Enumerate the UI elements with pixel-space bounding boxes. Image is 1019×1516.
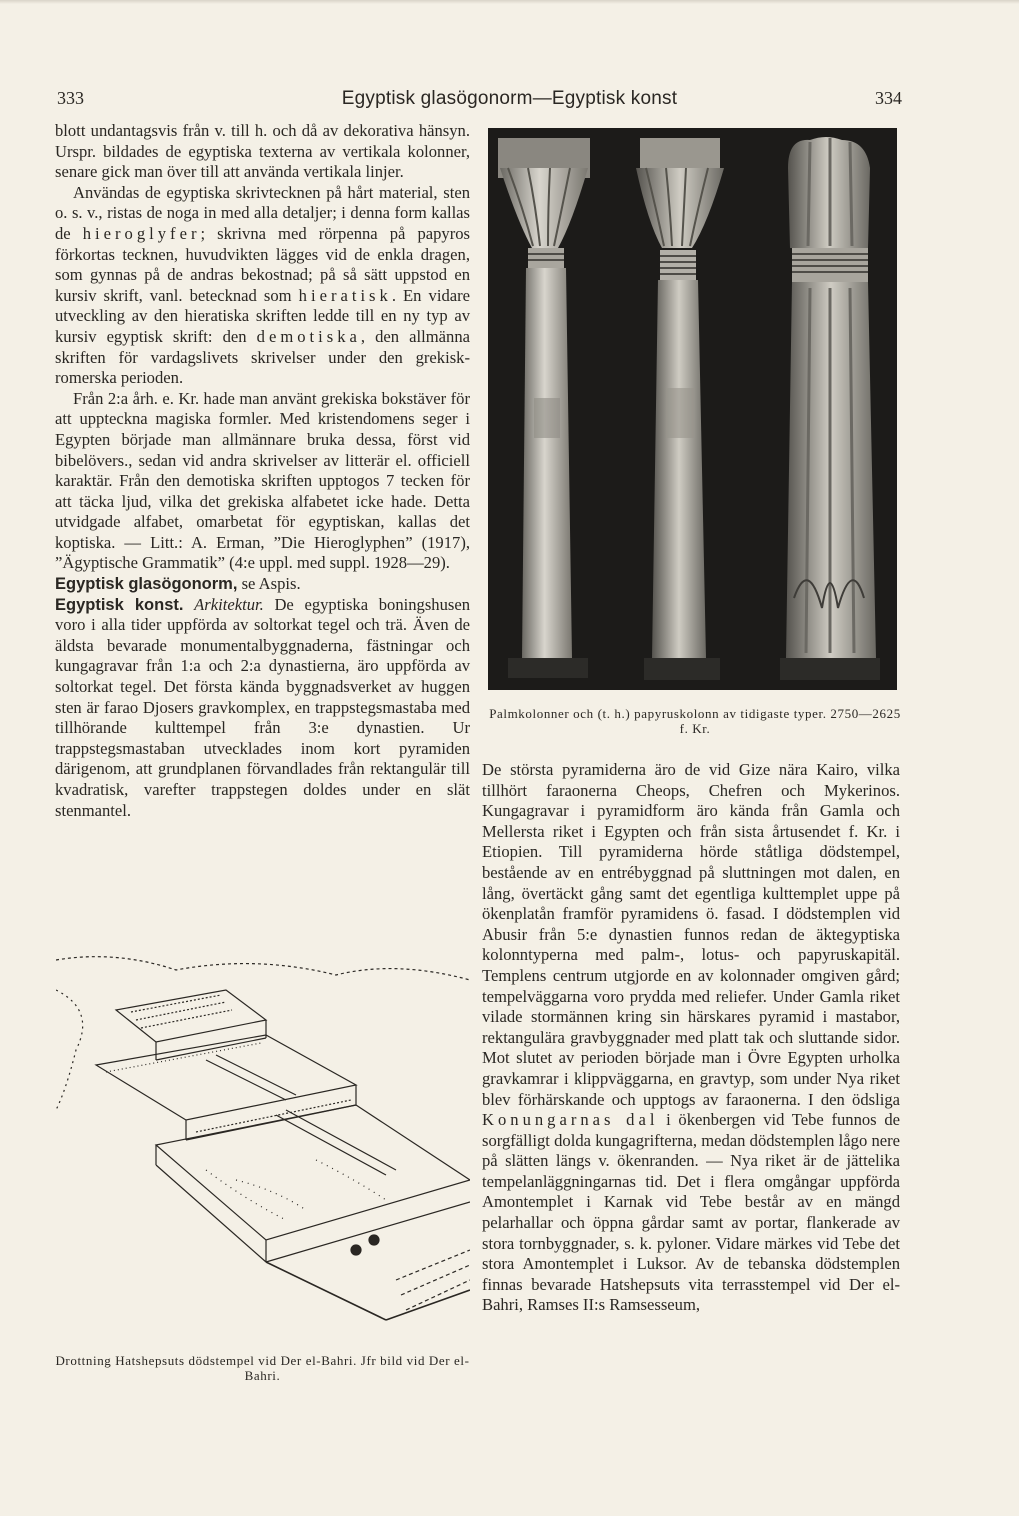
running-title: Egyptisk glasögonorm—Egyptisk konst (341, 88, 678, 109)
term-hieroglyfer: hieroglyfer (82, 223, 201, 243)
figure-caption-temple: Drottning Hatshepsuts dödstempel vid Der el-Bahri. Jfr bild vid Der el-Bahri. (55, 1353, 470, 1383)
text-run: . En vidare utveckling av den hieratiska skriften ledde till en ny typ av kursiv egyptisk skrift: den (55, 285, 470, 346)
paragraph (482, 760, 900, 1316)
paragraph (55, 183, 470, 389)
entry-headword: Egyptisk konst. (55, 595, 184, 614)
scan-edge (0, 0, 1019, 4)
entry-headword: Egyptisk glasögonorm, (55, 575, 238, 594)
subheading: Arkitektur. (194, 594, 264, 614)
columns-photo (488, 128, 897, 690)
paragraph: Från 2:a årh. e. Kr. hade man använt grekiska bokstäver för att uppteckna magiska formler. Med kristendomens seger i Egypten började man allmännare bruka dessa, först vid bibelövers., sedan vid andra skrivelser av litterär el. officiell karaktär. Från den demotiska skriften upptogos 7 tecken för att täcka ljud, vilka det grekiska alfabetet icke hade. Detta utvidgade alfabet, omarbetat för egyptiskan, kallas det koptiska. — Litt.: A. Erman, ”Die Hieroglyphen” (1917), ”Ägyptische Grammatik” (4:e uppl. med suppl. 1928—29). (55, 388, 470, 573)
page-number-right: 334 (875, 88, 902, 108)
text-run: ; skrivna med rörpenna på papyros förkortas tecknen, huvudvikten lägges vid de enkla dragen, som gynnas på de andras bekostnad; på så sätt uppstod en kursiv skrift, vanl. betecknad som (55, 223, 470, 305)
text-run: se Aspis. (237, 574, 301, 594)
temple-drawing-image (56, 950, 470, 1342)
text-run: De största pyramiderna äro de vid Gize nära Kairo, vilka tillhört faraonerna Cheops, Chefren och Mykerinos. Kungagravar i pyramidform äro kända från Gamla och Mellersta riket i Egypten och från sista årtusendet f. Kr. i Etiopien. Till pyramiderna hörde ståtliga dödstempel, bestående av en entrébyggnad på sluttningen mot dalen, en lång, övertäckt gång samt det egentliga kulttemplet uppe på ökenplatån framför pyramidens ö. fasad. I dödstemplen vid Abusir från 5:e dynastien funnos redan de äktegyptiska kolonntyperna med palm-, lotus- och papyruskapitäl. Templens centrum utgjorde en av kolonnader omgiven gård; tempelväggarna voro prydda med reliefer. Under Gamla riket vilade stormännen kring sin härskares pyramid i mastabor, rektangulära gravbyggnader med platt tak och sluttande sidor. Mot slutet av perioden började man i Övre Egypten urholka gravkamrar i klippväggarna, en gravtyp, som under Nya riket blev förhärskande och upptogs av faraonerna. I den ödsliga (482, 760, 900, 1109)
text-run: De egyptiska boningshusen voro i alla tider uppförda av soltorkat tegel och trä. Även de äldsta bevarade monumentalbyggnaderna, fästningar och kungagravar från 1:a och 2:a dynastierna, äro uppförda av soltorkat tegel. Det första kända byggnadsverket av huggen sten är farao Djosers gravkomplex, en trappstegsmastaba med tillhörande kulttempel från 3:e dynastien. Ur trappstegsmastaban utvecklades inom kort pyramiden därigenom, att grundplanen förvandlades från rektangulär till kvadratisk, varefter trappstegen doldes under en slät stenmantel. (55, 594, 471, 820)
columns-photo-image (488, 128, 897, 690)
text-run: Användas de egyptiska skrivtecknen på hårt material, sten o. s. v., ristas de noga in med alla detaljer; i denna form kallas de (55, 182, 470, 243)
left-column (55, 121, 470, 821)
entry-konst (55, 595, 470, 822)
text-run: i ökenbergen vid Tebe funnos de sorgfälligt dolda kungagrifterna, medan dödstemplen lågo nere på slätten längs v. ökenranden. — Nya riket är de jättelika tempelanläggningarnas tid. Det i flera omgångar uppförda Amontemplet i Karnak vid Tebe består av en mängd pelarhallar och öppna gårdar samt av portar, flankerade av stora tornbyggnader, s. k. pyloner. Vidare märkes vid Tebe det stora Amontemplet i Luksor. Av de tebanska dödstemplen finnas bevarade Hatshepsuts vita terrasstempel vid Der el-Bahri, Ramses II:s Ramsesseum, (482, 1110, 900, 1315)
entry-glasogonorm (55, 574, 470, 595)
text-run: , den allmänna skriften för vardagslivets skrivelser under den grekisk-romerska perioden. (55, 326, 470, 388)
page-header (0, 88, 1019, 114)
page-number-left: 333 (57, 88, 84, 108)
right-column (482, 760, 900, 1316)
figure-caption-columns: Palmkolonner och (t. h.) papyruskolonn av tidigaste typer. 2750—2625 f. Kr. (489, 706, 901, 736)
term-demotiska: demotiska (256, 326, 361, 346)
temple-drawing (56, 950, 470, 1342)
paragraph: blott undantagsvis från v. till h. och då av dekorativa hänsyn. Urspr. bildades de egyptiska texterna av vertikala kolonner, senare gick man över till att använda vertikala linjer. (55, 121, 470, 182)
term-hieratisk: hieratisk (298, 285, 392, 305)
term-konungarnas-dal: Konungarnas dal (482, 1110, 659, 1130)
papyrus-column-right (780, 137, 880, 680)
